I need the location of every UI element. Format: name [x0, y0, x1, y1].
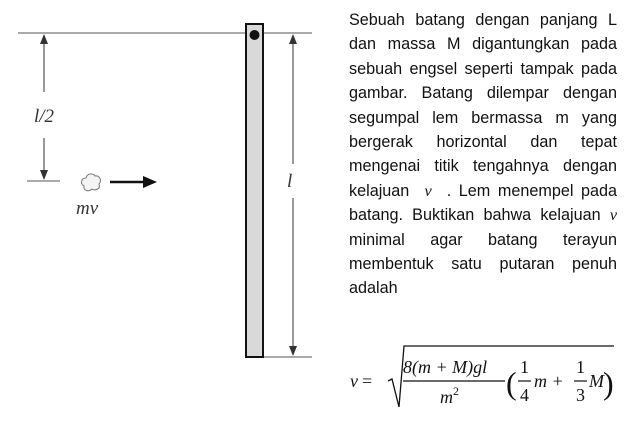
velocity-variable: v	[424, 181, 432, 200]
frac1-denominator: 4	[520, 385, 529, 405]
term1: m +	[534, 371, 564, 391]
half-length-label: l/2	[34, 106, 55, 127]
problem-text-part-2: . Lem menempel pada batang. Buktikan bahwa kelajuan	[349, 181, 617, 225]
velocity-variable-2: v	[609, 206, 618, 225]
momentum-arrow-head	[143, 176, 157, 188]
problem-text-part-1: Sebuah batang dengan panjang L dan massa M digantungkan pada sebuah engsel seperti tampak pada gambar. Batang dilempar dengan segumpal lem bermassa m yang bergerak horizontal dan tepat mengenai titik tengahnya dengan kelajuan	[349, 11, 617, 200]
result-formula	[348, 343, 618, 415]
problem-statement	[349, 8, 617, 301]
term2: M	[589, 371, 604, 391]
formula-numerator: 8(m + M)gl	[403, 357, 488, 377]
glue-lump-icon	[82, 174, 101, 191]
length-dimension	[289, 34, 297, 356]
formula-lhs: v =	[350, 371, 373, 391]
problem-text-part-3: minimal agar batang terayun membentuk satu putaran penuh adalah	[349, 230, 617, 298]
hinge-pivot	[250, 30, 260, 40]
close-paren: )	[603, 365, 614, 401]
frac2-numerator: 1	[576, 357, 585, 377]
frac1-numerator: 1	[520, 357, 529, 377]
frac2-denominator: 3	[576, 385, 585, 405]
open-paren: (	[506, 365, 517, 401]
formula-denominator: $m^2$	[440, 384, 459, 407]
length-label: l	[287, 171, 293, 192]
momentum-label: mv	[76, 198, 99, 219]
rod	[246, 24, 263, 357]
